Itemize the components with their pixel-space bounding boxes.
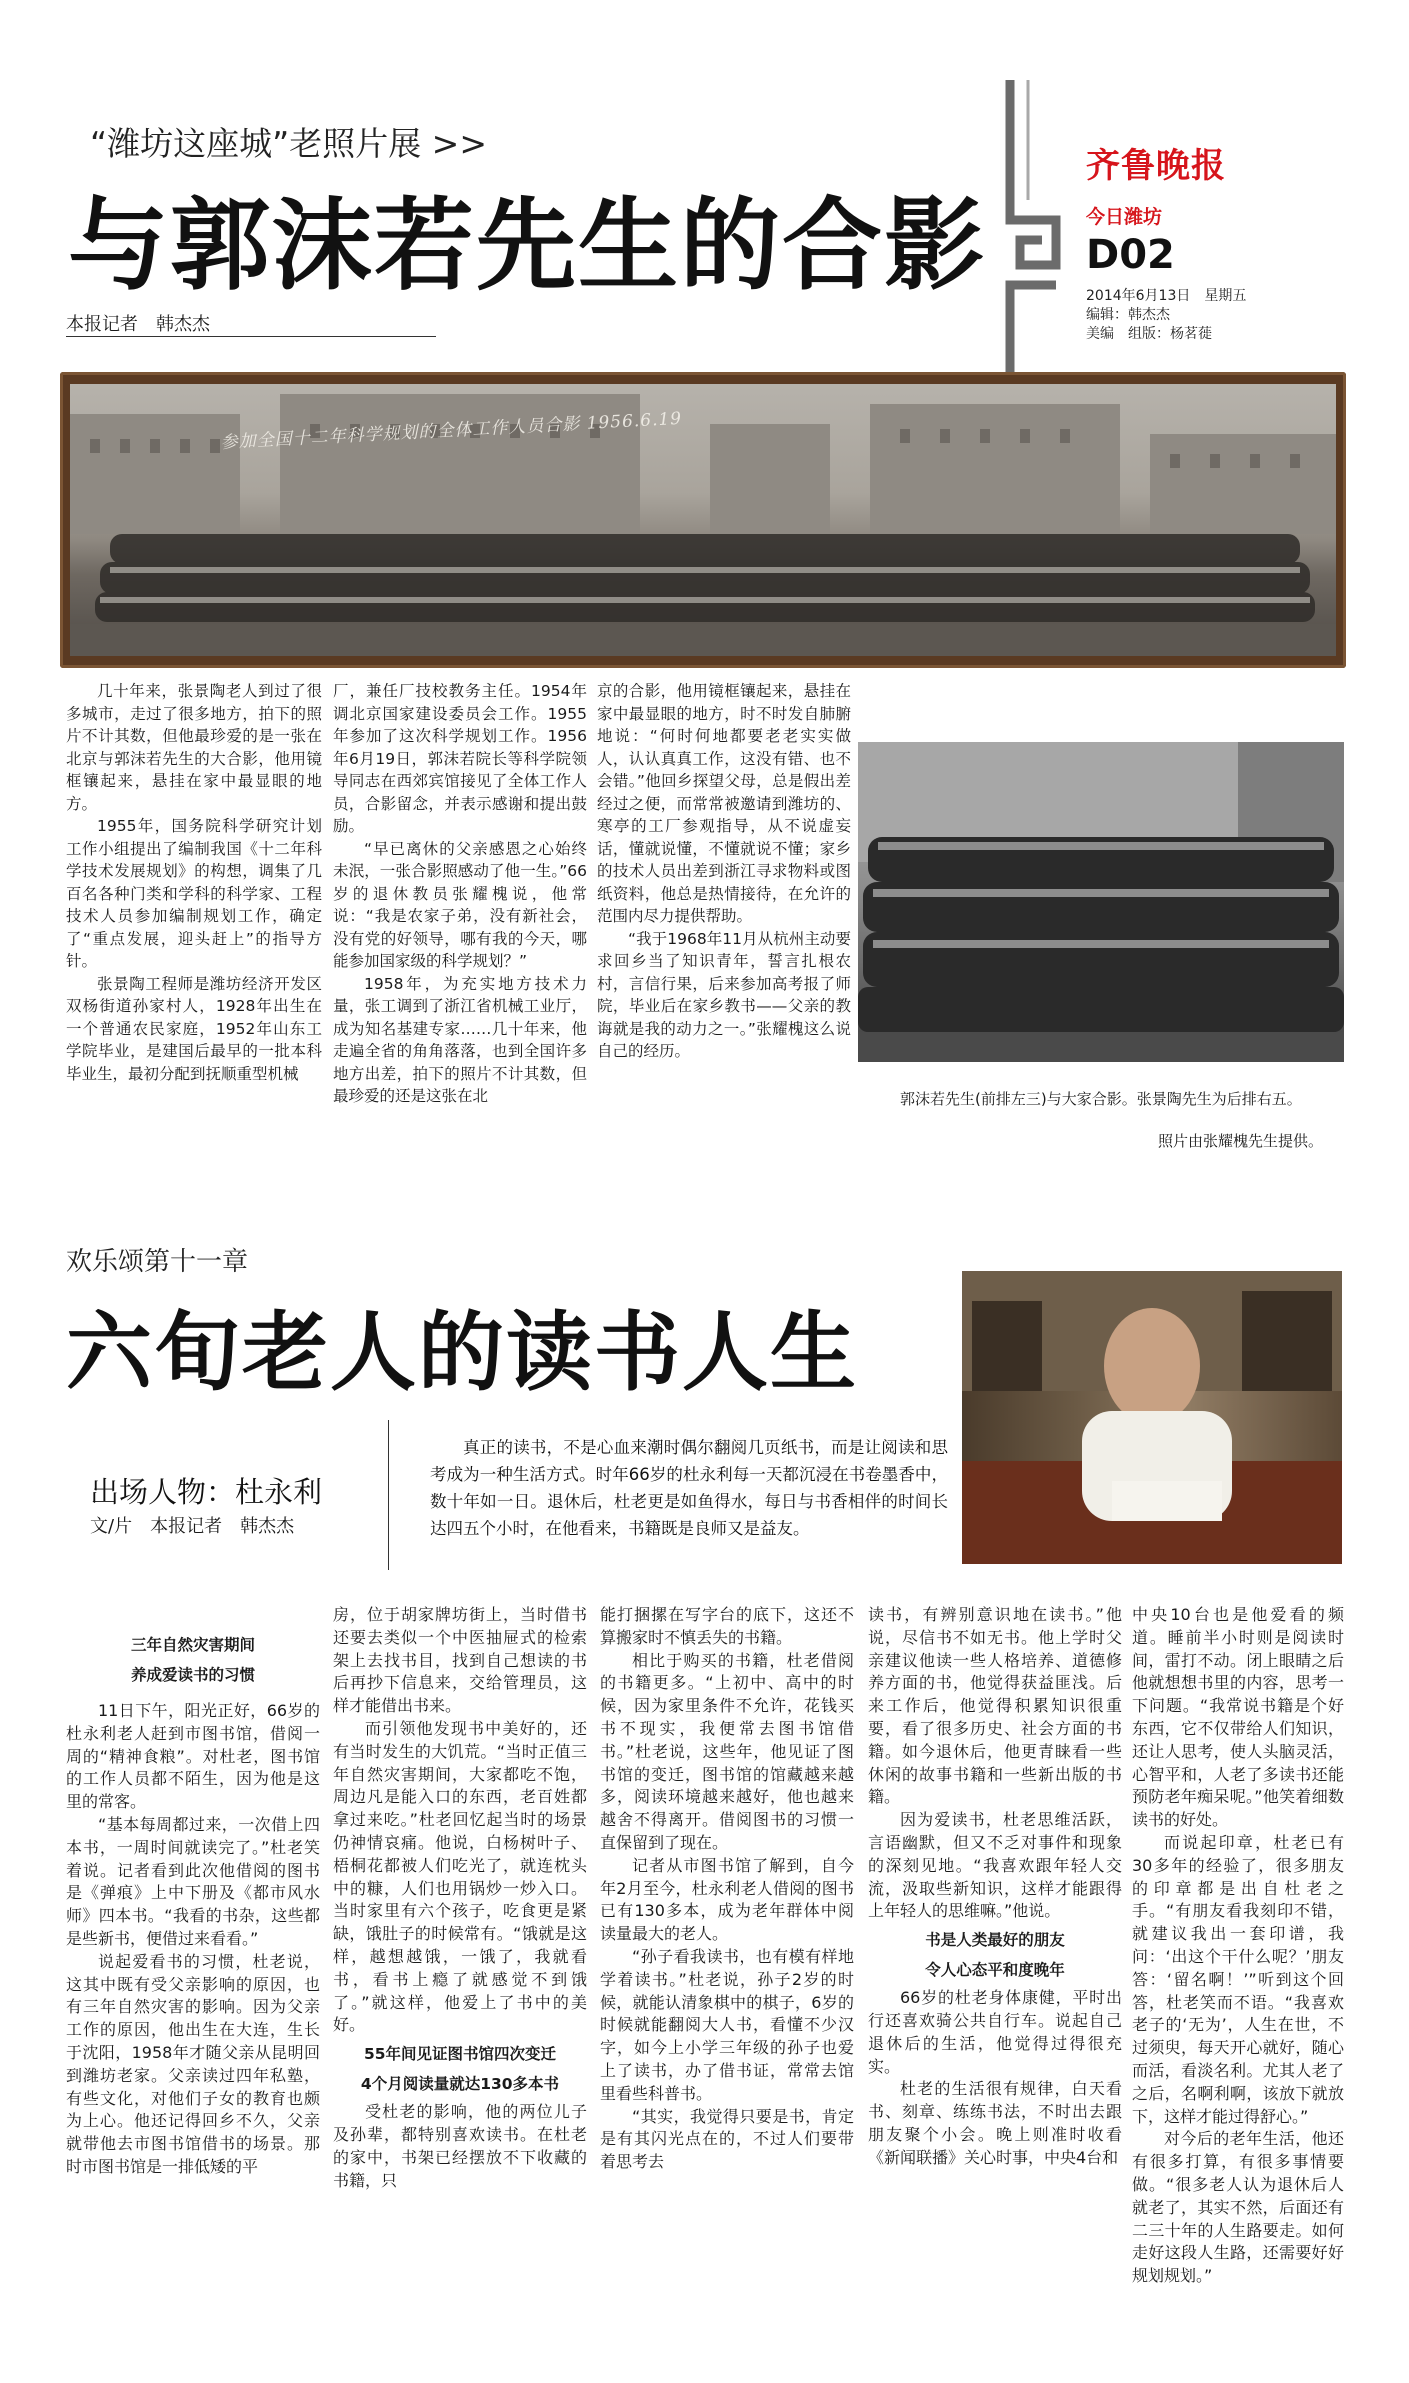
section-subhead [66, 1630, 320, 1690]
reader-photo-image [962, 1271, 1342, 1564]
newspaper-logo: 齐鲁晚报 [1086, 146, 1226, 186]
paragraph: “早已离休的父亲感恩之心始终未泯，一张合影照感动了他一生。”66岁的退休教员张耀槐说，他常说：“我是农家子弟，没有新社会，没有党的好领导，哪有我的今天，哪能参加国家级的科学规划？” [333, 839, 587, 970]
paragraph: 相比于购买的书籍，杜老借阅的书籍更多。“上初中、高中的时候，因为家里条件不允许，花钱买书不现实，我便常去图书馆借书。”杜老说，这些年，他见证了图书馆的变迁，图书馆的馆藏越来越多，阅读环境越来越好，他也越来越舍不得离开。借阅图书的习惯一直保留到了现在。 [600, 1650, 854, 1852]
headline: 六旬老人的读书人生 [66, 1303, 858, 1403]
photo-credit: 照片由张耀槐先生提供。 [1158, 1132, 1324, 1150]
issue-date: 2014年6月13日 星期五 [1086, 288, 1247, 304]
paragraph: 真正的读书，不是心血来潮时偶尔翻阅几页纸书，而是让阅读和思考成为一种生活方式。时年66岁的杜永利每一天都沉浸在书卷墨香中，数十年如一日。退休后，杜老更是如鱼得水，每日与书香相伴的时间长达四五个小时，在他看来，书籍既是良师又是益友。 [430, 1438, 948, 1538]
subhead-line: 三年自然灾害期间 [130, 1636, 255, 1654]
article-column [600, 1604, 854, 2174]
paragraph: 而说起印章，杜老已有30多年的经验了，很多朋友的印章都是出自杜老之手。“有朋友看我刻印不错，就建议我出一套印谱，我问：‘出这个干什么呢？’朋友答：‘留名啊！’”听到这个回答，杜老笑而不语。“我喜欢老子的‘无为’，人生在世，不过须臾，每天开心就好，随心而活，看淡名利。尤其人老了之后，名啊利啊，该放下就放下，这样才能过得舒心。” [1132, 1832, 1344, 2126]
issue-meta [1086, 287, 1246, 344]
article-column [66, 1700, 320, 2179]
article-column [868, 1604, 1122, 2170]
subhead-line: 养成爱读书的习惯 [130, 1666, 255, 1684]
paragraph: 因为爱读书，杜老思维活跃，言语幽默，但又不乏对事件和现象的深刻见地。“我喜欢跟年轻人交流，汲取些新知识，这样才能跟得上年轻人的思维嘛。”他说。 [868, 1810, 1122, 1921]
paragraph: 而引领他发现书中美好的，还有当时发生的大饥荒。“当时正值三年自然灾害期间，大家都吃不饱，周边凡是能入口的东西，老百姓都拿过来吃。”杜老回忆起当时的场景仍神情哀痛。他说，白杨树叶子、梧桐花都被人们吃光了，就连枕头中的糠，人们也用锅炒一炒入口。当时家里有六个孩子，吃食更是紧缺，饿肚子的时候常有。“饿就是这样，越想越饿，一饿了，我就看书，看书上瘾了就感觉不到饿了。”就这样，他爱上了书中的美好。 [333, 1718, 587, 2035]
paragraph: 京的合影，他用镜框镶起来，悬挂在家中最显眼的地方，时不时发自肺腑地说：“何时何地都要老老实实做人，认认真真工作，这没有错、也不会错。”他回乡探望父母，总是假出差经过之便，而常常被邀请到潍坊的、寒亭的工厂参观指导，从不说虚妄话，懂就说懂，不懂就说不懂；家乡的技术人员出差到浙江寻求物料或图纸资料，他总是热情接待，在允许的范围内尽力提供帮助。 [597, 682, 851, 925]
section-subhead: 55年间见证图书馆四次变迁 [363, 2045, 557, 2064]
byline-divider [66, 336, 436, 337]
issue-editor: 编辑：韩杰杰 [1086, 307, 1170, 323]
paragraph: 几十年来，张景陶老人到过了很多城市，走过了很多地方，拍下的照片不计其数，但他最珍爱的是一张在北京与郭沫若先生的大合影，他用镜框镶起来，悬挂在家中最显眼的地方。 [66, 682, 322, 813]
photo-frame [60, 372, 1346, 668]
lead-paragraph [430, 1434, 948, 1542]
paragraph: “我于1968年11月从杭州主动要求回乡当了知识青年，誓言扎根农村，言信行果，后来参加高考报了师院，毕业后在家乡教书——父亲的教诲就是我的动力之一。”张耀槐这么说自己的经历。 [597, 929, 851, 1060]
series-label: “潍坊这座城”老照片展 >> [90, 124, 487, 163]
paragraph: 受杜老的影响，他的两位儿子及孙辈，都特别喜欢读书。在杜老的家中，书架已经摆放不下收藏的书籍，只 [333, 2102, 587, 2190]
article-column [1132, 1604, 1344, 2288]
paragraph: 能打捆摞在写字台的底下，这还不算搬家时不慎丢失的书籍。 [600, 1605, 854, 1647]
paragraph: “孙子看我读书，也有模有样地学着读书。”杜老说，孙子2岁的时候，就能认清象棋中的棋子，6岁的时候就能翻阅大人书，看懂不少汉字，如今上小学三年级的孙子也爱上了读书，办了借书证，常常去馆里看些科普书。 [600, 1946, 854, 2103]
photo-caption: 郭沫若先生(前排左三)与大家合影。张景陶先生为后排右五。 [900, 1090, 1302, 1108]
group-photo-image [858, 742, 1344, 1062]
fret-ornament-icon [998, 80, 1068, 375]
featured-person: 出场人物：杜永利 [90, 1475, 323, 1509]
paragraph: 对今后的老年生活，他还有很多打算，有很多事情要做。“很多老人认为退休后人就老了，其实不然，后面还有二三十年的人生路要走。如何走好这段人生路，还需要好好规划规划。” [1132, 2129, 1344, 2286]
paragraph: “其实，我觉得只要是书，肯定是有其闪光点在的，不过人们要带着思考去 [600, 2106, 854, 2172]
byline: 本报记者 韩杰杰 [66, 314, 210, 335]
section-name: 今日潍坊 [1086, 206, 1163, 228]
paragraph: 1958年，为充实地方技术力量，张工调到了浙江省机械工业厅，成为知名基建专家……几十年来，他走遍全省的角角落落，也到全国许多地方出差，拍下的照片不计其数，但最珍爱的还是这张在北 [333, 974, 587, 1105]
issue-designer: 美编 组版：杨茗蓰 [1086, 326, 1212, 342]
paragraph: 记者从市图书馆了解到，自今年2月至今，杜永利老人借阅的图书已有130多本，成为老年群体中阅读量最大的老人。 [600, 1855, 854, 1944]
article-column [333, 680, 587, 1108]
article-column [333, 1604, 587, 2192]
paragraph: 11日下午，阳光正好，66岁的杜永利老人赶到市图书馆，借阅一周的“精神食粮”。对杜老，图书馆的工作人员都不陌生，因为他是这里的常客。 [66, 1701, 320, 1812]
paragraph: 杜老的生活很有规律，白天看书、刻章、练练书法，不时出去跟朋友聚个小会。晚上则准时收看《新闻联播》关心时事，中央4台和 [868, 2079, 1122, 2167]
byline: 文/片 本报记者 韩杰杰 [90, 1516, 295, 1537]
paragraph: 读书，有辨别意识地在读书。”他说，尽信书不如无书。他上学时父亲建议他读一些人格培养、道德修养方面的书，他觉得获益匪浅。后来工作后，他觉得积累知识很重要，看了很多历史、社会方面的书籍。如今退休后，他更青睐看一些休闲的故事书籍和一些新出版的书籍。 [868, 1605, 1122, 1807]
section-subhead: 4个月阅读量就达130多本书 [360, 2075, 560, 2094]
page-number: D02 [1086, 232, 1175, 278]
paragraph: 说起爱看书的习惯，杜老说，这其中既有受父亲影响的原因，也有三年自然灾害的影响。因为父亲工作的原因，他出生在大连，生长于沈阳，1958年才随父亲从昆明回到潍坊老家。父亲读过四年私塾，有些文化，对他们子女的教育也颇为上心。他还记得回乡不久，父亲就带他去市图书馆借书的场景。那时市图书馆是一排低矮的平 [66, 1951, 320, 2176]
article-column [66, 680, 322, 1085]
paragraph: 中央10台也是他爱看的频道。睡前半小时则是阅读时间，雷打不动。闭上眼睛之后他就想想书里的内容，思考一下问题。“我常说书籍是个好东西，它不仅带给人们知识，还让人思考，使人头脑灵活，心智平和，人老了多读书还能预防老年痴呆呢。”他笑着细数读书的好处。 [1132, 1605, 1344, 1830]
group-photo-image [70, 384, 1336, 656]
paragraph: 张景陶工程师是潍坊经济开发区双杨街道孙家村人，1928年出生在一个普通农民家庭，1952年山东工学院毕业，是建国后最早的一批本科毕业生，最初分配到抚顺重型机械 [66, 974, 322, 1083]
section-subhead: 令人心态平和度晚年 [925, 1961, 1065, 1980]
paragraph: 厂，兼任厂技校教务主任。1954年调北京国家建设委员会工作。1955年参加了这次科学规划工作。1956年6月19日，郭沫若院长等科学院领导同志在西郊宾馆接见了全体工作人员，合影留念，并表示感谢和提出鼓励。 [333, 682, 587, 835]
section-subhead: 书是人类最好的朋友 [925, 1931, 1065, 1950]
paragraph: 66岁的杜老身体康健，平时出行还喜欢骑公共自行车。说起自己退休后的生活，他觉得过得很充实。 [868, 1988, 1122, 2076]
series-label: 欢乐颂第十一章 [66, 1247, 249, 1277]
paragraph: “基本每周都过来，一次借上四本书，一周时间就读完了。”杜老笑着说。记者看到此次他借阅的图书是《弹痕》上中下册及《都市风水师》四本书。“我看的书杂，这些都是些新书，便借过来看看。” [66, 1814, 320, 1948]
paragraph: 1955年，国务院科学研究计划工作小组提出了编制我国《十二年科学技术发展规划》的构想，调集了几百名各种门类和学科的科学家、工程技术人员参加编制规划工作，确定了“重点发展，迎头赶上”的指导方针。 [66, 817, 322, 970]
photo-inscription: 参加全国十二年科学规划的全体工作人员合影 1956.6.19 [220, 408, 683, 453]
article-column [597, 680, 851, 1063]
paragraph: 房，位于胡家牌坊街上，当时借书还要去类似一个中医抽屉式的检索架上去找书目，找到自己想读的书后再抄下信息来，交给管理员，这样才能借出书来。 [333, 1605, 587, 1716]
headline: 与郭沫若先生的合影 [68, 187, 986, 304]
